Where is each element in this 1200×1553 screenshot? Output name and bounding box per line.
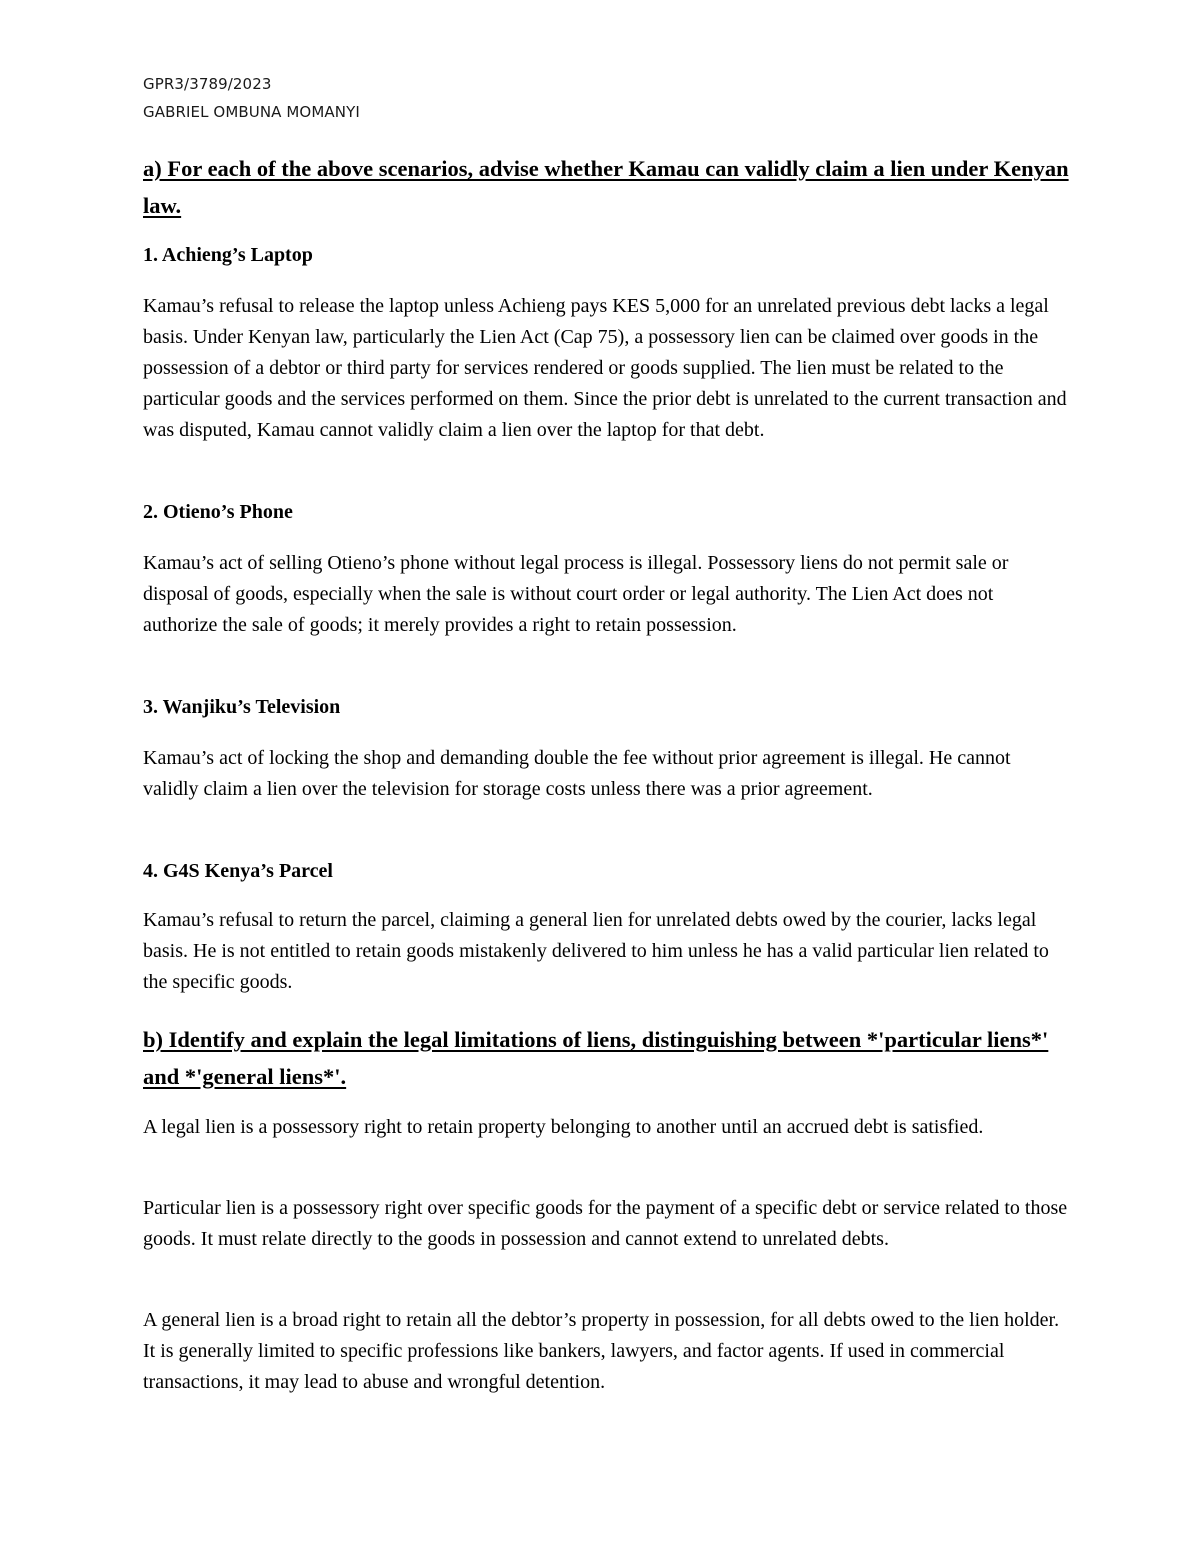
item-1-title: 1. Achieng’s Laptop	[143, 244, 313, 266]
item-1-text: Kamau’s refusal to release the laptop unless Achieng pays KES 5,000 for an unrelated previous debt lacks a legal basis. Under Kenyan law, particularly the Lien Act (Cap 75), a possessory lien can be claimed over goods in the possession of a debtor or third party for services rendered or goods supplied. The lien must be related to the particular goods and the services performed on them. Since the prior debt is unrelated to the current transaction and was disputed, Kamau cannot validly claim a lien over the laptop for that debt.	[143, 295, 1067, 441]
item-2-title: 2. Otieno’s Phone	[143, 501, 293, 523]
general-lien-paragraph: A general lien is a broad right to retain all the debtor’s property in possession, for all debts owed to the lien holder. It is generally limited to specific professions like bankers, lawyers, and factor agents. If used in commercial transactions, it may lead to abuse and wrongful detention.	[143, 1309, 1060, 1393]
particular-lien-paragraph: Particular lien is a possessory right over specific goods for the payment of a specific debt or service related to those goods. It must relate directly to the goods in possession and cannot extend to unrelated debts.	[143, 1197, 1068, 1250]
item-3-title: 3. Wanjiku’s Television	[143, 696, 341, 718]
lien-definition-paragraph: A legal lien is a possessory right to retain property belonging to another until an accrued debt is satisfied.	[143, 1116, 984, 1138]
registration-number: GPR3/3789/2023	[143, 75, 272, 93]
item-2-text: Kamau’s act of selling Otieno’s phone without legal process is illegal. Possessory liens do not permit sale or disposal of goods, especially when the sale is without court order or legal authority. The Lien Act does not authorize the sale of goods; it merely provides a right to retain possession.	[143, 552, 1009, 636]
item-4-text: Kamau’s refusal to return the parcel, claiming a general lien for unrelated debts owed by the courier, lacks legal basis. He is not entitled to retain goods mistakenly delivered to him unless he has a valid particular lien related to the specific goods.	[143, 909, 1049, 993]
section-a-heading: a) For each of the above scenarios, advise whether Kamau can validly claim a lien under Kenyan law.	[143, 156, 1069, 218]
item-4-title: 4. G4S Kenya’s Parcel	[143, 860, 333, 882]
student-name: GABRIEL OMBUNA MOMANYI	[143, 103, 360, 121]
item-3-text: Kamau’s act of locking the shop and demanding double the fee without prior agreement is illegal. He cannot validly claim a lien over the television for storage costs unless there was a prior agreement.	[143, 747, 1011, 800]
section-b-heading: b) Identify and explain the legal limitations of liens, distinguishing between *'particular liens*' and *'general liens*'.	[143, 1027, 1049, 1089]
